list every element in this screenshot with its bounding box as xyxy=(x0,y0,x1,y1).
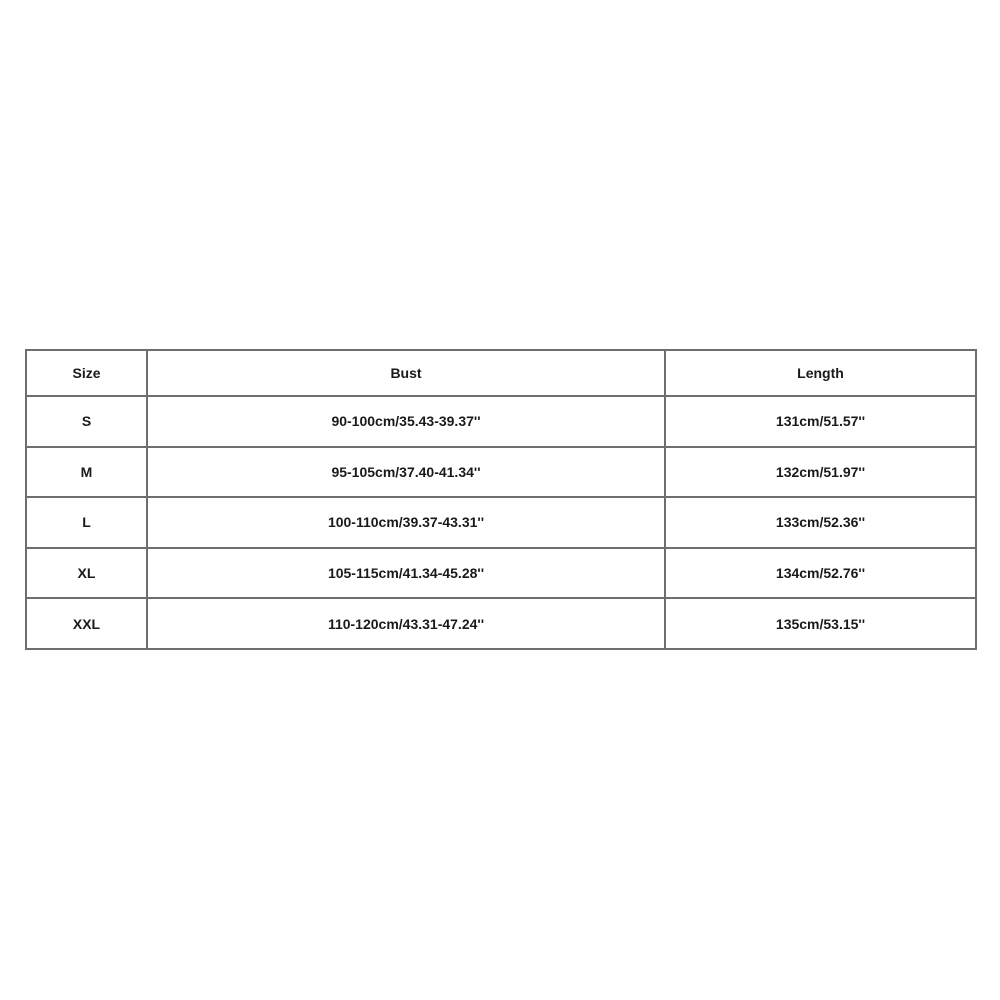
bust-cell: 100-110cm/39.37-43.31'' xyxy=(147,497,665,548)
header-size: Size xyxy=(26,350,147,396)
bust-cell: 95-105cm/37.40-41.34'' xyxy=(147,447,665,498)
size-cell: S xyxy=(26,396,147,447)
size-cell: XXL xyxy=(26,598,147,649)
table-row xyxy=(26,598,976,649)
length-cell: 133cm/52.36'' xyxy=(665,497,976,548)
table-row xyxy=(26,497,976,548)
table-row xyxy=(26,548,976,599)
length-cell: 135cm/53.15'' xyxy=(665,598,976,649)
bust-cell: 110-120cm/43.31-47.24'' xyxy=(147,598,665,649)
size-cell: XL xyxy=(26,548,147,599)
size-cell: M xyxy=(26,447,147,498)
table-row xyxy=(26,447,976,498)
bust-cell: 90-100cm/35.43-39.37'' xyxy=(147,396,665,447)
header-row xyxy=(26,350,976,396)
bust-cell: 105-115cm/41.34-45.28'' xyxy=(147,548,665,599)
size-chart-table xyxy=(25,349,977,650)
length-cell: 134cm/52.76'' xyxy=(665,548,976,599)
header-length: Length xyxy=(665,350,976,396)
length-cell: 131cm/51.57'' xyxy=(665,396,976,447)
size-cell: L xyxy=(26,497,147,548)
header-bust: Bust xyxy=(147,350,665,396)
table-row xyxy=(26,396,976,447)
length-cell: 132cm/51.97'' xyxy=(665,447,976,498)
